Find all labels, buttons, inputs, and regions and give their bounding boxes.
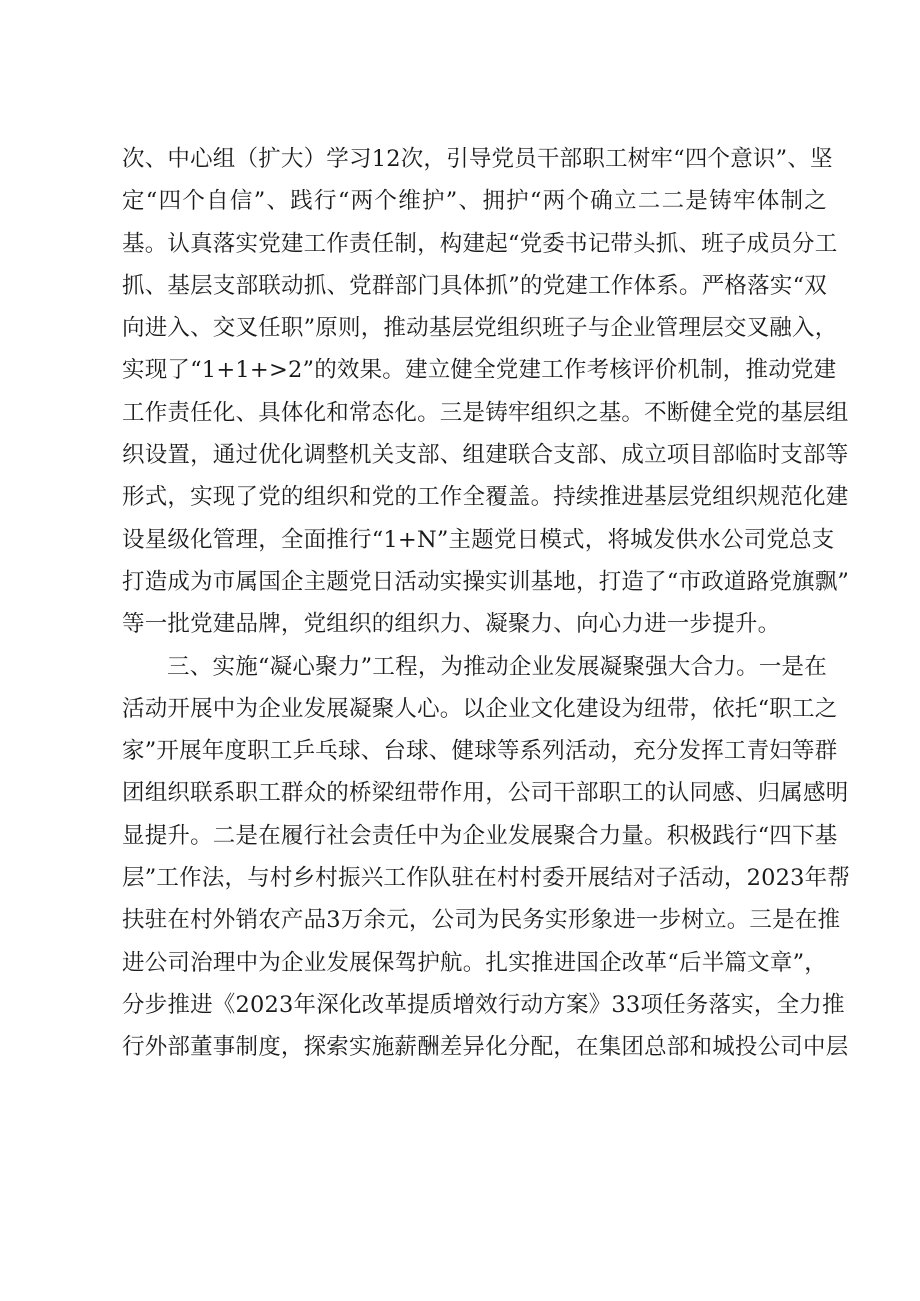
paragraph-line: 定“四个自信”、践行“两个维护”、拥护“两个确立二二是铸牢体制之 <box>122 188 827 215</box>
paragraph-line: 活动开展中为企业发展凝聚人心。以企业文化建设为纽带，依托“职工之 <box>122 695 838 722</box>
paragraph-line: 形式，实现了党的组织和党的工作全覆盖。持续推进基层党组织规范化建 <box>122 484 849 511</box>
paragraph-line: 三、实施“凝心聚力”工程，为推动企业发展凝聚强大合力。一是在 <box>167 653 827 680</box>
paragraph-line: 分步推进《2023年深化改革提质增效行动方案》33项任务落实，全力推 <box>122 991 845 1018</box>
paragraph-line: 层”工作法，与村乡村振兴工作队驻在村村委开展结对子活动，2023年帮 <box>122 865 851 892</box>
paragraph-line: 扶驻在村外销农产品3万余元，公司为民务实形象进一步树立。三是在推 <box>122 907 841 934</box>
paragraph-line: 等一批党建品牌，党组织的组织力、凝聚力、向心力进一步提升。 <box>122 611 781 638</box>
document-body <box>122 138 851 1069</box>
paragraph-line: 基。认真落实党建工作责任制，构建起“党委书记带头抓、班子成员分工 <box>122 230 838 257</box>
paragraph-line: 次、中心组（扩大）学习12次，引导党员干部职工树牢“四个意识”、坚 <box>122 146 833 172</box>
paragraph-line: 显提升。二是在履行社会责任中为企业发展聚合力量。积极践行“四下基 <box>122 822 838 849</box>
paragraph-line: 行外部董事制度，探索实施薪酬差异化分配，在集团总部和城投公司中层 <box>122 1034 849 1061</box>
paragraph-line: 工作责任化、具体化和常态化。三是铸牢组织之基。不断健全党的基层组 <box>122 399 849 426</box>
paragraph-line: 进公司治理中为企业发展保驾护航。扎实推进国企改革“后半篇文章”， <box>122 949 827 976</box>
paragraph-1 <box>122 138 850 646</box>
paragraph-line: 向进入、交叉任职”原则，推动基层党组织班子与企业管理层交叉融入， <box>122 315 838 342</box>
paragraph-line: 织设置，通过优化调整机关支部、组建联合支部、成立项目部临时支部等 <box>122 442 849 469</box>
paragraph-line: 设星级化管理，全面推行“1+N”主题党日模式，将城发供水公司党总支 <box>122 526 835 553</box>
paragraph-2 <box>122 646 851 1069</box>
paragraph-line: 家”开展年度职工乒乓球、台球、健球等系列活动，充分发挥工青妇等群 <box>122 738 838 765</box>
paragraph-line: 打造成为市属国企主题党日活动实操实训基地，打造了“市政道路党旗飘” <box>122 568 850 595</box>
paragraph-line: 抓、基层支部联动抓、党群部门具体抓”的党建工作体系。严格落实“双 <box>122 272 827 299</box>
paragraph-line: 团组织联系职工群众的桥梁纽带作用，公司干部职工的认同感、归属感明 <box>122 780 849 807</box>
paragraph-line: 实现了“1+1+>2”的效果。建立健全党建工作考核评价机制，推动党建 <box>122 357 837 384</box>
